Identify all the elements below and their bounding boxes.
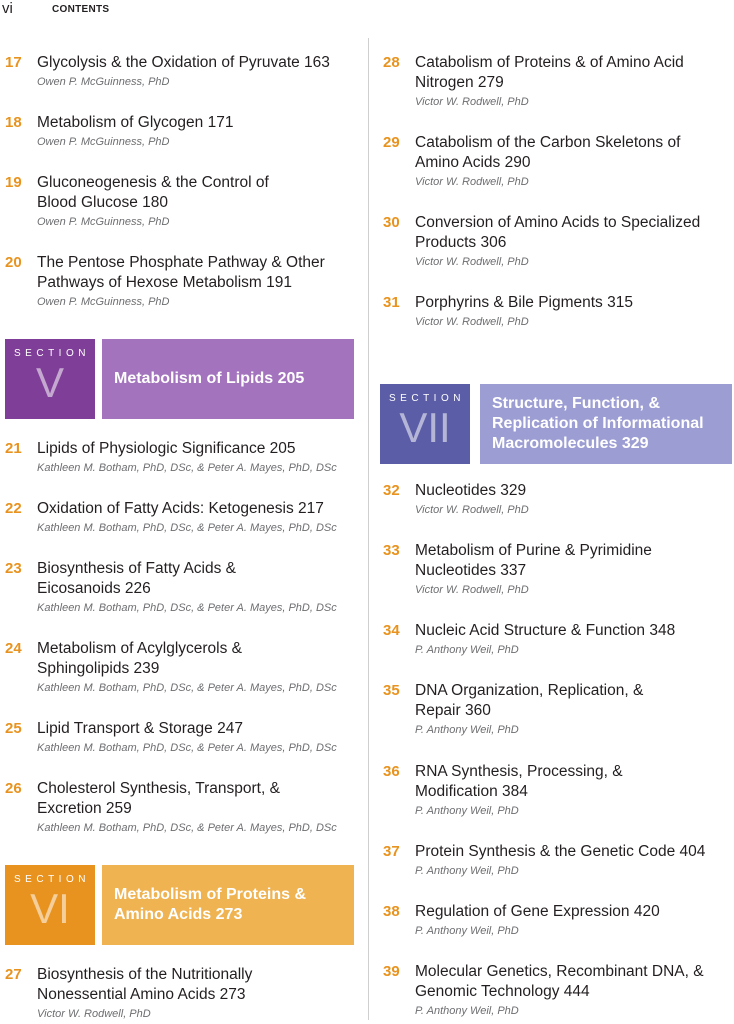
toc-entry-26[interactable] (5, 779, 367, 836)
chapter-author: P. Anthony Weil, PhD (415, 805, 519, 817)
chapter-author: Victor W. Rodwell, PhD (415, 96, 529, 108)
chapter-title: Glycolysis & the Oxidation of Pyruvate 163 (37, 54, 330, 71)
chapter-number: 18 (5, 114, 22, 131)
section-vi-tag (5, 865, 95, 945)
chapter-author: P. Anthony Weil, PhD (415, 644, 519, 656)
toc-entry-21[interactable] (5, 439, 367, 476)
chapter-title: Nucleotides 329 (415, 482, 527, 499)
chapter-title: Protein Synthesis & the Genetic Code 404 (415, 843, 706, 860)
chapter-number: 26 (5, 780, 22, 797)
toc-entry-29[interactable] (383, 133, 734, 190)
chapter-number: 33 (383, 542, 400, 559)
chapter-author: Kathleen M. Botham, PhD, DSc, & Peter A. Mayes, PhD, DSc (37, 522, 337, 534)
section-word: SECTION (389, 393, 465, 404)
chapter-number: 20 (5, 254, 22, 271)
section-vi-banner[interactable] (5, 865, 354, 945)
chapter-author: Victor W. Rodwell, PhD (415, 584, 529, 596)
chapter-author: P. Anthony Weil, PhD (415, 1005, 519, 1017)
toc-entry-19[interactable] (5, 173, 367, 230)
chapter-number: 29 (383, 134, 400, 151)
toc-entry-17[interactable] (5, 53, 367, 90)
chapter-number: 22 (5, 500, 22, 517)
section-vii-tag (380, 384, 470, 464)
chapter-number: 38 (383, 903, 400, 920)
chapter-number: 23 (5, 560, 22, 577)
toc-entry-30[interactable] (383, 213, 734, 270)
chapter-number: 36 (383, 763, 400, 780)
chapter-title: Biosynthesis of the Nutritionally Nonessential Amino Acids 273 (37, 966, 253, 1003)
chapter-author: Kathleen M. Botham, PhD, DSc, & Peter A. Mayes, PhD, DSc (37, 462, 337, 474)
section-word: SECTION (14, 348, 90, 359)
chapter-author: Victor W. Rodwell, PhD (415, 176, 529, 188)
chapter-title: DNA Organization, Replication, & Repair 360 (415, 682, 644, 719)
chapter-title: Regulation of Gene Expression 420 (415, 903, 660, 920)
chapter-number: 35 (383, 682, 400, 699)
chapter-author: Owen P. McGuinness, PhD (37, 136, 170, 148)
chapter-author: P. Anthony Weil, PhD (415, 925, 519, 937)
chapter-author: Victor W. Rodwell, PhD (415, 316, 529, 328)
chapter-number: 27 (5, 966, 22, 983)
chapter-title: Conversion of Amino Acids to Specialized Products 306 (415, 214, 701, 251)
column-divider (368, 38, 369, 1020)
page-number: vi (2, 0, 13, 17)
toc-entry-33[interactable] (383, 541, 734, 598)
chapter-number: 39 (383, 963, 400, 980)
chapter-number: 17 (5, 54, 22, 71)
chapter-title: Lipid Transport & Storage 247 (37, 720, 243, 737)
chapter-title: Nucleic Acid Structure & Function 348 (415, 622, 676, 639)
chapter-author: Owen P. McGuinness, PhD (37, 216, 170, 228)
chapter-title: Catabolism of the Carbon Skeletons of Amino Acids 290 (415, 134, 681, 171)
chapter-title: The Pentose Phosphate Pathway & Other Pathways of Hexose Metabolism 191 (37, 254, 325, 291)
toc-entry-27[interactable] (5, 965, 367, 1022)
chapter-title: Molecular Genetics, Recombinant DNA, & Genomic Technology 444 (415, 963, 704, 1000)
toc-entry-32[interactable] (383, 481, 734, 518)
section-vii-title: Structure, Function, & Replication of Informational Macromolecules 329 (480, 384, 732, 464)
toc-entry-18[interactable] (5, 113, 367, 150)
chapter-number: 32 (383, 482, 400, 499)
chapter-title: RNA Synthesis, Processing, & Modification 384 (415, 763, 623, 800)
chapter-number: 24 (5, 640, 22, 657)
section-vii-banner[interactable] (380, 384, 732, 464)
page-label: CONTENTS (52, 4, 110, 15)
toc-entry-28[interactable] (383, 53, 734, 110)
chapter-title: Metabolism of Acylglycerols & Sphingolipids 239 (37, 640, 243, 677)
chapter-number: 37 (383, 843, 400, 860)
section-word: SECTION (14, 874, 90, 885)
chapter-author: Owen P. McGuinness, PhD (37, 76, 170, 88)
chapter-number: 31 (383, 294, 400, 311)
chapter-author: Victor W. Rodwell, PhD (415, 504, 529, 516)
section-v-title: Metabolism of Lipids 205 (102, 339, 354, 419)
chapter-title: Porphyrins & Bile Pigments 315 (415, 294, 633, 311)
chapter-number: 21 (5, 440, 22, 457)
chapter-number: 28 (383, 54, 400, 71)
toc-entry-36[interactable] (383, 762, 734, 819)
chapter-number: 25 (5, 720, 22, 737)
chapter-title: Lipids of Physiologic Significance 205 (37, 440, 296, 457)
toc-entry-39[interactable] (383, 962, 734, 1019)
chapter-title: Gluconeogenesis & the Control of Blood Glucose 180 (37, 174, 269, 211)
chapter-title: Cholesterol Synthesis, Transport, & Excretion 259 (37, 780, 280, 817)
section-roman-numeral: V (35, 359, 64, 406)
chapter-number: 19 (5, 174, 22, 191)
toc-entry-24[interactable] (5, 639, 367, 696)
chapter-author: Victor W. Rodwell, PhD (415, 256, 529, 268)
toc-entry-37[interactable] (383, 842, 734, 879)
toc-entry-35[interactable] (383, 681, 734, 738)
chapter-title: Catabolism of Proteins & of Amino Acid Nitrogen 279 (415, 54, 684, 91)
section-v-banner[interactable] (5, 339, 354, 419)
toc-entry-38[interactable] (383, 902, 734, 939)
chapter-title: Biosynthesis of Fatty Acids & Eicosanoids 226 (37, 560, 237, 597)
chapter-number: 30 (383, 214, 400, 231)
chapter-author: Kathleen M. Botham, PhD, DSc, & Peter A. Mayes, PhD, DSc (37, 822, 337, 834)
chapter-author: Kathleen M. Botham, PhD, DSc, & Peter A. Mayes, PhD, DSc (37, 682, 337, 694)
toc-entry-25[interactable] (5, 719, 367, 756)
chapter-author: P. Anthony Weil, PhD (415, 865, 519, 877)
chapter-author: Owen P. McGuinness, PhD (37, 296, 170, 308)
chapter-author: Kathleen M. Botham, PhD, DSc, & Peter A. Mayes, PhD, DSc (37, 602, 337, 614)
toc-entry-22[interactable] (5, 499, 367, 536)
chapter-title: Oxidation of Fatty Acids: Ketogenesis 217 (37, 500, 324, 517)
chapter-title: Metabolism of Purine & Pyrimidine Nucleotides 337 (415, 542, 652, 579)
toc-entry-20[interactable] (5, 253, 367, 310)
chapter-number: 34 (383, 622, 400, 639)
section-roman-numeral: VII (399, 404, 451, 451)
toc-entry-23[interactable] (5, 559, 367, 616)
chapter-author: Kathleen M. Botham, PhD, DSc, & Peter A. Mayes, PhD, DSc (37, 742, 337, 754)
chapter-author: P. Anthony Weil, PhD (415, 724, 519, 736)
section-roman-numeral: VI (30, 885, 70, 932)
toc-entry-31[interactable] (383, 293, 734, 330)
section-vi-title: Metabolism of Proteins & Amino Acids 273 (102, 865, 354, 945)
chapter-title: Metabolism of Glycogen 171 (37, 114, 234, 131)
chapter-author: Victor W. Rodwell, PhD (37, 1008, 151, 1020)
toc-entry-34[interactable] (383, 621, 734, 658)
section-v-tag (5, 339, 95, 419)
